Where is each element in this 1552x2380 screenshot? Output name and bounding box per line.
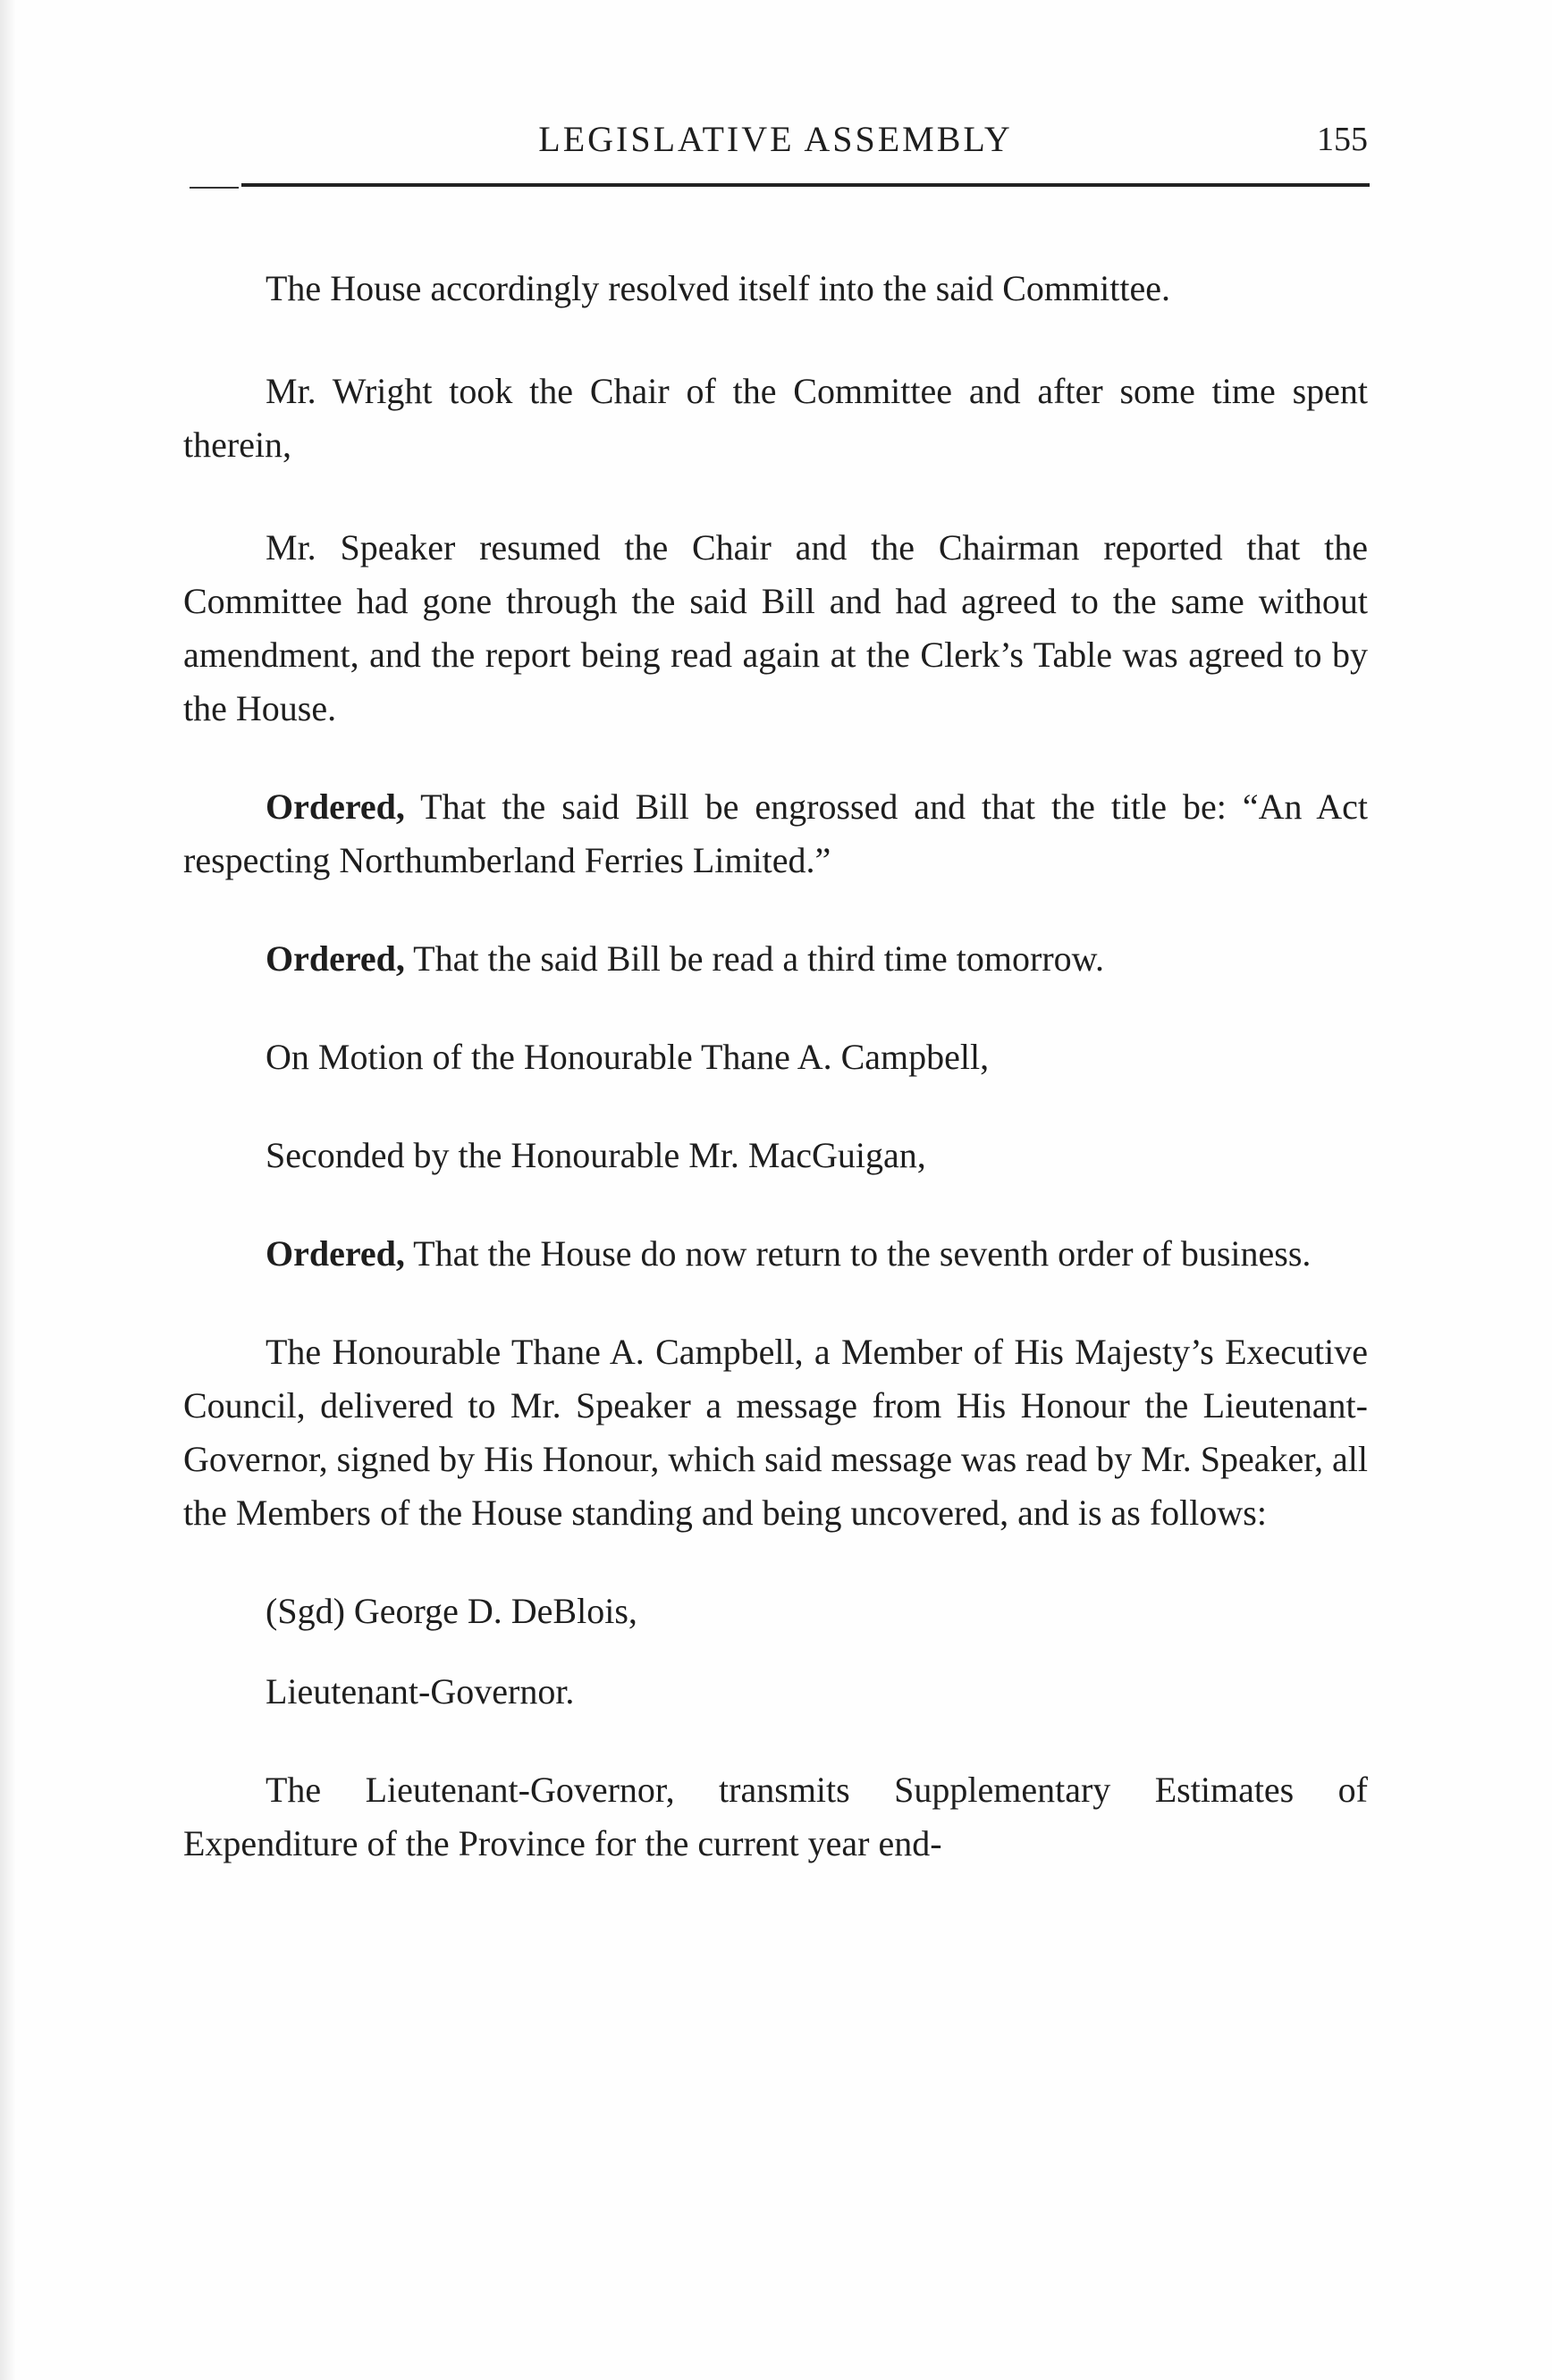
- paragraph-seconded: Seconded by the Honourable Mr. MacGuigan,: [266, 1135, 926, 1175]
- signature-title: Lieutenant-Governor.: [266, 1671, 575, 1711]
- paragraph-ordered-third-reading: [183, 932, 1368, 986]
- header-title: LEGISLATIVE ASSEMBLY: [538, 119, 1013, 159]
- paragraph-house-resolved: The House accordingly resolved itself into the said Committee.: [266, 268, 1170, 308]
- paragraph-message-delivered: The Honourable Thane A. Campbell, a Member of His Majesty’s Executive Council, delivered to Mr. Speaker a message from His Honour the Lieutenant-Governor, signed by His Honour, which said message was read by Mr. Speaker, all the Members of the House standing and being uncovered, and is as follows:: [183, 1332, 1368, 1533]
- signature-line: (Sgd) George D. DeBlois,: [266, 1591, 637, 1631]
- ordered-label: Ordered,: [266, 938, 405, 979]
- paragraph-supplementary-estimates: The Lieutenant-Governor, transmits Supplementary Estimates of Expenditure of the Province for the current year end-: [183, 1770, 1368, 1863]
- ordered-text: That the said Bill be engrossed and that the title be: “An Act respecting Northumberland Ferries Limited.”: [183, 786, 1368, 880]
- page-edge-shadow: [0, 0, 16, 2380]
- body-text: [183, 262, 1368, 1915]
- running-header: [183, 118, 1368, 172]
- paragraph-motion: On Motion of the Honourable Thane A. Campbell,: [266, 1037, 990, 1077]
- paragraph-ordered-return: [183, 1227, 1368, 1281]
- header-rule: [241, 183, 1370, 187]
- ordered-label: Ordered,: [266, 786, 405, 827]
- paragraph-wright-chair: Mr. Wright took the Chair of the Committee and after some time spent therein,: [183, 371, 1368, 465]
- page-number: 155: [1317, 121, 1368, 158]
- paragraph-speaker-resumed: Mr. Speaker resumed the Chair and the Chairman reported that the Committee had gone through the said Bill and had agreed to the same without amendment, and the report being read again at the Clerk’s Table was agreed to by the House.: [183, 527, 1368, 728]
- header-rule-short: [190, 187, 239, 189]
- ordered-text: That the House do now return to the seventh order of business.: [404, 1233, 1312, 1274]
- ordered-label: Ordered,: [266, 1233, 405, 1274]
- paragraph-ordered-engrossed: [183, 780, 1368, 887]
- ordered-text: That the said Bill be read a third time tomorrow.: [404, 938, 1104, 979]
